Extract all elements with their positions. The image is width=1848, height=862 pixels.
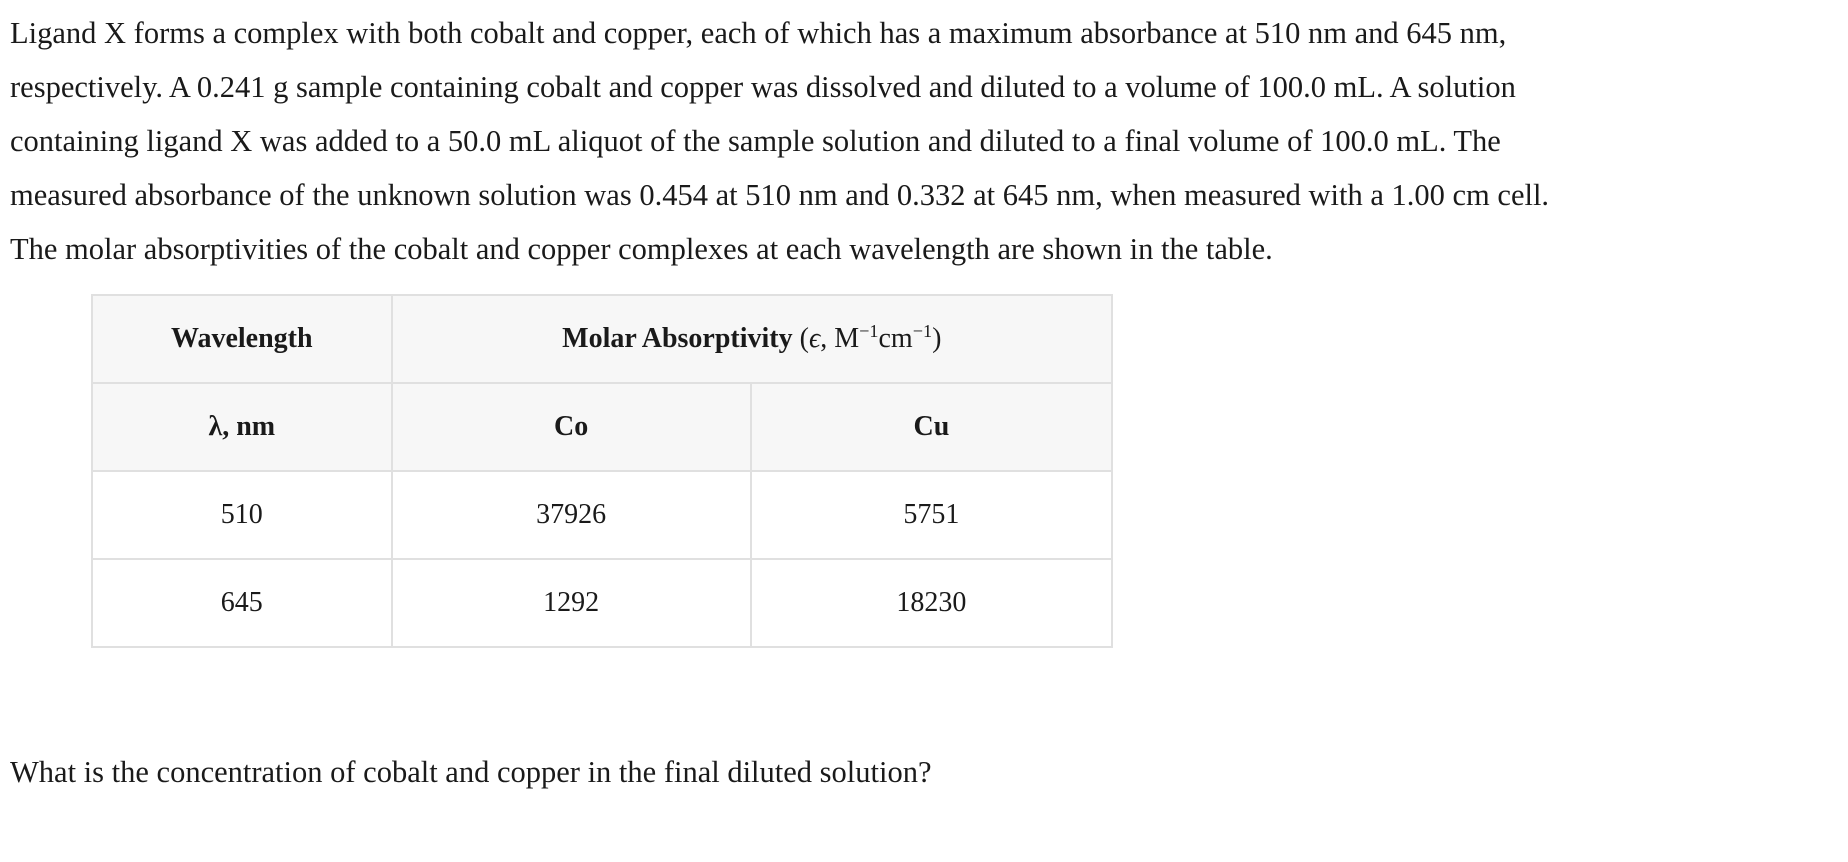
units-molar: , M [820, 323, 860, 354]
table-row [92, 559, 1112, 647]
units-exponent-2: −1 [912, 321, 933, 341]
problem-line-5: The molar absorptivities of the cobalt and copper complexes at each wavelength are shown in the table. [10, 232, 1273, 266]
cell-wavelength: 510 [92, 471, 392, 559]
cell-wavelength: 645 [92, 559, 392, 647]
units-close-paren: ) [932, 323, 942, 354]
table-subheader-row [92, 383, 1112, 471]
problem-line-1: Ligand X forms a complex with both cobalt and copper, each of which has a maximum absorbance at 510 nm and 645 nm, [10, 16, 1507, 50]
question-text: What is the concentration of cobalt and copper in the final diluted solution? [10, 755, 932, 789]
subheader-co: Co [392, 383, 751, 471]
table-row [92, 471, 1112, 559]
cell-cu: 5751 [751, 471, 1112, 559]
header-absorptivity-label: Molar Absorptivity [562, 323, 793, 354]
cell-co: 37926 [392, 471, 751, 559]
header-molar-absorptivity [392, 295, 1112, 383]
header-absorptivity-units [800, 323, 942, 354]
subheader-lambda: λ, nm [92, 383, 392, 471]
cell-cu: 18230 [751, 559, 1112, 647]
subheader-cu: Cu [751, 383, 1112, 471]
problem-statement [10, 6, 1840, 276]
units-cm: cm [878, 323, 913, 354]
units-exponent-1: −1 [859, 321, 879, 341]
absorptivity-table [91, 294, 1113, 648]
units-open-paren: ( [799, 323, 809, 354]
header-wavelength: Wavelength [92, 295, 392, 383]
problem-line-2: respectively. A 0.241 g sample containing cobalt and copper was dissolved and diluted to a volume of 100.0 mL. A solution [10, 70, 1516, 104]
problem-line-4: measured absorbance of the unknown solution was 0.454 at 510 nm and 0.332 at 645 nm, when measured with a 1.00 cm cell. [10, 178, 1550, 212]
cell-co: 1292 [392, 559, 751, 647]
problem-line-3: containing ligand X was added to a 50.0 mL aliquot of the sample solution and diluted to a final volume of 100.0 mL. The [10, 124, 1501, 158]
epsilon-symbol: ϵ [808, 323, 821, 354]
table-header-row [92, 295, 1112, 383]
